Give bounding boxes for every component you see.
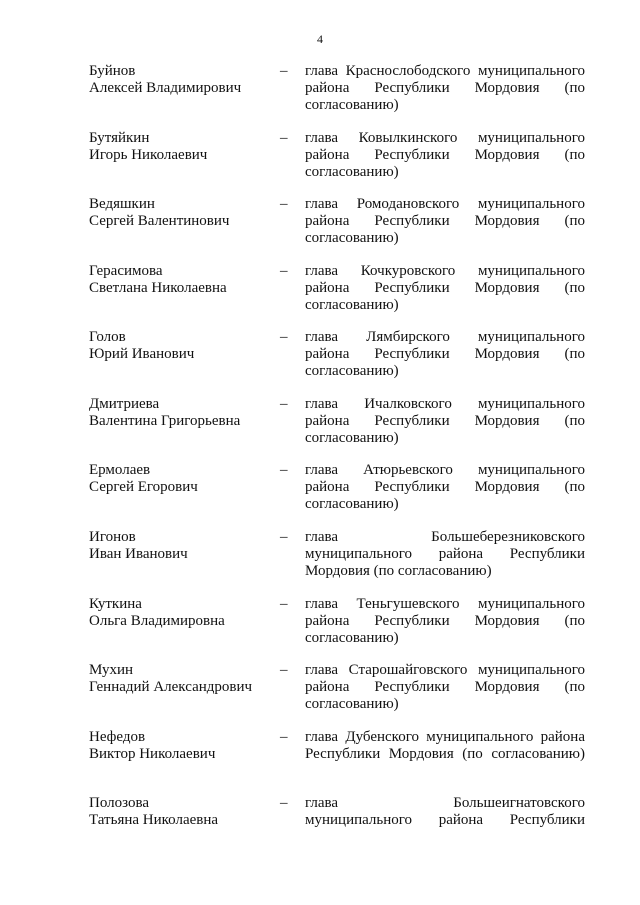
member-given-names: Сергей Егорович bbox=[89, 479, 198, 495]
member-given-names: Иван Иванович bbox=[89, 546, 188, 562]
position-line: глава Большеигнатовского bbox=[305, 795, 585, 811]
dash-separator: – bbox=[280, 263, 288, 279]
position-line: согласованию) bbox=[305, 630, 399, 646]
position-line: района Республики Мордовия (по bbox=[305, 679, 585, 695]
dash-separator: – bbox=[280, 795, 288, 811]
position-line: согласованию) bbox=[305, 164, 399, 180]
position-line: района Республики Мордовия (по bbox=[305, 147, 585, 163]
member-position bbox=[305, 396, 585, 447]
member-position bbox=[305, 63, 585, 114]
position-line: согласованию) bbox=[305, 496, 399, 512]
member-given-names: Ольга Владимировна bbox=[89, 613, 225, 629]
member-surname: Буйнов bbox=[89, 63, 136, 79]
position-line: района Республики Мордовия (по bbox=[305, 213, 585, 229]
position-line: согласованию) bbox=[305, 430, 399, 446]
dash-separator: – bbox=[280, 329, 288, 345]
dash-separator: – bbox=[280, 196, 288, 212]
member-surname: Бутяйкин bbox=[89, 130, 150, 146]
member-position bbox=[305, 529, 585, 580]
member-position bbox=[305, 596, 585, 647]
position-line: района Республики Мордовия (по bbox=[305, 613, 585, 629]
member-name bbox=[89, 729, 274, 763]
position-line: глава Теньгушевского муниципального bbox=[305, 596, 585, 612]
member-given-names: Игорь Николаевич bbox=[89, 147, 208, 163]
member-surname: Ермолаев bbox=[89, 462, 151, 478]
member-given-names: Валентина Григорьевна bbox=[89, 413, 241, 429]
member-given-names: Татьяна Николаевна bbox=[89, 812, 219, 828]
position-line: глава Лямбирского муниципального bbox=[305, 329, 585, 345]
member-surname: Ведяшкин bbox=[89, 196, 155, 212]
position-line: согласованию) bbox=[305, 696, 399, 712]
member-surname: Игонов bbox=[89, 529, 136, 545]
member-position bbox=[305, 662, 585, 713]
member-surname: Мухин bbox=[89, 662, 134, 678]
position-line: глава Кочкуровского муниципального bbox=[305, 263, 585, 279]
position-line: Мордовия (по согласованию) bbox=[305, 563, 492, 579]
dash-separator: – bbox=[280, 662, 288, 678]
dash-separator: – bbox=[280, 462, 288, 478]
position-line: района Республики Мордовия (по bbox=[305, 479, 585, 495]
position-line: глава Атюрьевского муниципального bbox=[305, 462, 585, 478]
position-line: района Республики Мордовия (по bbox=[305, 346, 585, 362]
member-position bbox=[305, 130, 585, 181]
member-position bbox=[305, 329, 585, 380]
position-line: муниципального района Республики bbox=[305, 546, 585, 562]
page-number: 4 bbox=[317, 32, 323, 46]
member-name bbox=[89, 596, 274, 630]
position-line: согласованию) bbox=[305, 297, 399, 313]
position-line: согласованию) bbox=[305, 230, 399, 246]
member-name bbox=[89, 329, 274, 363]
position-line: глава Дубенского муниципального района bbox=[305, 729, 585, 745]
member-position bbox=[305, 462, 585, 513]
dash-separator: – bbox=[280, 729, 288, 745]
member-name bbox=[89, 196, 274, 230]
member-given-names: Геннадий Александрович bbox=[89, 679, 253, 695]
member-name bbox=[89, 662, 274, 696]
member-name bbox=[89, 263, 274, 297]
position-line: Республики Мордовия (по согласованию) bbox=[305, 746, 585, 762]
dash-separator: – bbox=[280, 63, 288, 79]
member-given-names: Сергей Валентинович bbox=[89, 213, 230, 229]
member-name bbox=[89, 63, 274, 97]
member-surname: Полозова bbox=[89, 795, 149, 811]
dash-separator: – bbox=[280, 596, 288, 612]
position-line: глава Ковылкинского муниципального bbox=[305, 130, 585, 146]
position-line: глава Старошайговского муниципального bbox=[305, 662, 585, 678]
member-surname: Дмитриева bbox=[89, 396, 160, 412]
member-surname: Нефедов bbox=[89, 729, 146, 745]
position-line: района Республики Мордовия (по bbox=[305, 80, 585, 96]
position-line: глава Большеберезниковского bbox=[305, 529, 585, 545]
dash-separator: – bbox=[280, 396, 288, 412]
dash-separator: – bbox=[280, 130, 288, 146]
position-line: района Республики Мордовия (по bbox=[305, 280, 585, 296]
member-name bbox=[89, 795, 274, 829]
member-position bbox=[305, 196, 585, 247]
position-line: глава Ромодановского муниципального bbox=[305, 196, 585, 212]
member-name bbox=[89, 529, 274, 563]
member-name bbox=[89, 462, 274, 496]
member-position bbox=[305, 729, 585, 763]
member-surname: Голов bbox=[89, 329, 126, 345]
member-surname: Герасимова bbox=[89, 263, 163, 279]
member-surname: Куткина bbox=[89, 596, 142, 612]
member-given-names: Виктор Николаевич bbox=[89, 746, 216, 762]
position-line: района Республики Мордовия (по bbox=[305, 413, 585, 429]
position-line: глава Ичалковского муниципального bbox=[305, 396, 585, 412]
member-given-names: Алексей Владимирович bbox=[89, 80, 242, 96]
position-line: глава Краснослободского муниципального bbox=[305, 63, 585, 79]
member-given-names: Светлана Николаевна bbox=[89, 280, 227, 296]
member-position bbox=[305, 263, 585, 314]
member-name bbox=[89, 396, 274, 430]
member-name bbox=[89, 130, 274, 164]
position-line: согласованию) bbox=[305, 363, 399, 379]
member-position bbox=[305, 795, 585, 829]
dash-separator: – bbox=[280, 529, 288, 545]
position-line: согласованию) bbox=[305, 97, 399, 113]
position-line: муниципального района Республики bbox=[305, 812, 585, 828]
member-given-names: Юрий Иванович bbox=[89, 346, 195, 362]
